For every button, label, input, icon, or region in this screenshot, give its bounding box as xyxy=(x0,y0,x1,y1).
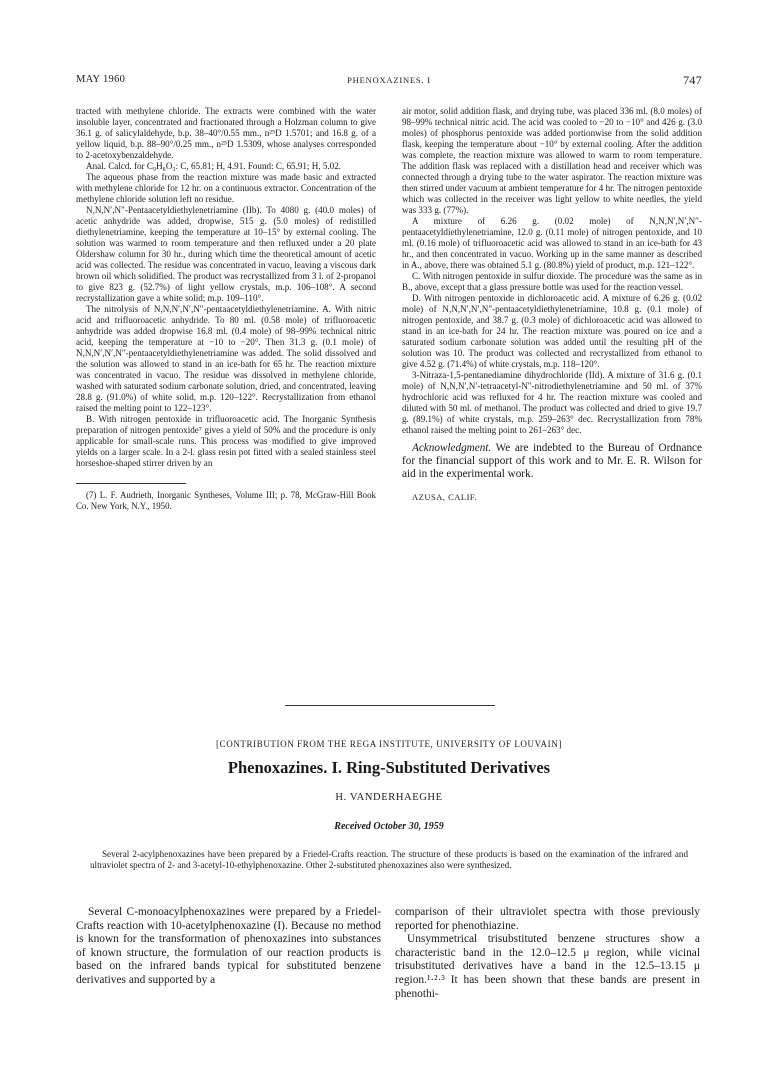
paragraph: The aqueous phase from the reaction mixture was made basic and extracted with methylene chloride for 12 hr. on a continuous extractor. Concentration of the methylene chloride solution left no residue. xyxy=(76,172,376,204)
location: AZUSA, CALIF. xyxy=(412,491,478,502)
received-date: Received October 30, 1959 xyxy=(334,821,444,832)
paragraph: tracted with methylene chloride. The extracts were combined with the water insoluble layer, concentrated and fractionated through a Holzman column to give 36.1 g. of salicylaldehyde, b.p. 38–40°/0.55 mm., n²⁵D 1.5701; and 16.8 g. of a yellow liquid, b.p. 88–90°/0.25 mm., n²⁵D 1.5309, whose analyses corresponded to 2-acetoxybenzaldehyde. xyxy=(76,106,376,160)
paragraph: Anal. Calcd. for C₉H₈O₃: C, 65.81; H, 4.91. Found: C, 65.91; H, 5.02. xyxy=(86,161,342,171)
left-column xyxy=(76,106,376,512)
paragraph: comparison of their ultraviolet spectra with those previously reported for phenothiazine. xyxy=(395,906,700,932)
paragraph: 3-Nitraza-1,5-pentanediamine dihydrochloride (IId). A mixture of 31.6 g. (0.1 mole) of N,N,N′,N′-tetraacetyl-N″-nitrodiethylenetriamine and 50 ml. of 37% hydrochloric acid was refluxed for 4 hr. The reaction mixture was cooled and diluted with 50 ml. of methanol. The product was collected and dried to give 19.7 g. (89.1%) of white crystals, m.p. 259–263° dec. Recrystallization from 78% ethanol raised the melting point to 261–263° dec. xyxy=(402,370,702,435)
paragraph: N,N,N′,N″-Pentaacetyldiethylenetriamine (IIb). To 4080 g. (40.0 moles) of acetic anhydride was added, dropwise, 515 g. (5.0 moles) of redistilled diethylenetriamine, keeping the temperature at 10–15° by external cooling. The solution was warmed to room temperature and then refluxed under a 20 plate Oldershaw column for 30 hr., during which time the theoretical amount of acetic acid was collected. The residue was concentrated in vacuo, leaving a viscous dark brown oil which solidified. The product was recrystallized from 3 l. of 2-propanol to give 823 g. (52.7%) of light yellow crystals, m.p. 106–108°. A second recrystallization gave a white solid; m.p. 109–110°. xyxy=(76,205,376,303)
abstract: Several 2-acylphenoxazines have been prepared by a Friedel-Crafts reaction. The structure of these products is based on the examination of the infrared and ultraviolet spectra of 2- and 3-acetyl-10-ethylphenoxazine. Other 2-substituted phenoxazines also were synthesized. xyxy=(90,849,688,871)
paragraph: D. With nitrogen pentoxide in dichloroacetic acid. A mixture of 6.26 g. (0.02 mole) of N,N,N′,N′,N″-pentaacetyldiethylenetriamine, 10.8 g. (0.1 mole) of nitrogen pentoxide, and 38.7 g. (0.3 mole) of dichloroacetic acid was allowed to stand in an ice-bath for 24 hr. The reaction mixture was poured on ice and a saturated sodium carbonate solution was added until the resulting pH of the solution was 10. The product was collected and recrystallized from ethanol to give 4.52 g. (71.4%) of white crystals, m.p. 118–120°. xyxy=(402,293,702,369)
header-date: MAY 1960 xyxy=(76,74,126,85)
page-number: 747 xyxy=(683,73,702,87)
paragraph: B. With nitrogen pentoxide in trifluoroacetic acid. The Inorganic Synthesis preparation of nitrogen pentoxide⁷ gives a yield of 50% and the procedure is only applicable for small-scale runs. This process was modified to give improved yields on a larger scale. In a 2-l. glass resin pot fitted with a sealed stainless steel horseshoe-shaped stirrer driven by an xyxy=(76,414,376,468)
paragraph: A mixture of 6.26 g. (0.02 mole) of N,N,N′,N′,N″-pentaacetyldiethylenetriamine, 12.0 g. (0.11 mole) of nitrogen pentoxide, and 10 ml. (0.16 mole) of trifluoroacetic acid was allowed to stand in an ice-bath for 43 hr., and then concentrated in vacuo. Working up in the same manner as described in A., above, there was obtained 5.1 g. (80.8%) yield of product, m.p. 121–122°. xyxy=(402,216,702,270)
section-divider xyxy=(285,705,495,706)
contribution-line: [CONTRIBUTION FROM THE REGA INSTITUTE, UNIVERSITY OF LOUVAIN] xyxy=(216,739,562,749)
paragraph: C. With nitrogen pentoxide in sulfur dioxide. The procedure was the same as in B., above, except that a glass pressure bottle was used for the reaction vessel. xyxy=(402,271,702,292)
acknowledgment xyxy=(402,442,702,482)
paragraph: The nitrolysis of N,N,N′,N′,N″-pentaacetyldiethylenetriamine. A. With nitric acid and trifluoroacetic anhydride. To 80 ml. (0.58 mole) of trifluoroacetic anhydride was added dropwise 16.8 ml. (0.4 mole) of 98–99% technical nitric acid, keeping the temperature at −10 to −20°. Then 31.3 g. (0.1 mole) of N,N,N′,N′,N″-pentaacetyldiethylenetriamine was added. The solid dissolved and the solution was allowed to stand in an ice-bath for 65 hr. The reaction mixture was concentrated in vacuo. The residue was dissolved in methylene chloride, washed with saturated sodium carbonate solution, dried, and concentrated, leaving 28.8 g. (91.0%) of white solid, m.p. 120–122°. Recrystallization from ethanol raised the melting point to 122–123°. xyxy=(76,304,377,413)
acknowledgment-text: We are indebted to the Bureau of Ordnance for the financial support of this work and to Mr. E. R. Wilson for aid in the experimental work. xyxy=(402,442,702,481)
author: H. VANDERHAEGHE xyxy=(335,792,443,803)
footnote: (7) L. F. Audrieth, Inorganic Syntheses, Volume III; p. 78, McGraw-Hill Book Co. New York, N.Y., 1950. xyxy=(76,490,376,511)
right-column xyxy=(402,106,702,503)
article-title: Phenoxazines. I. Ring-Substituted Derivatives xyxy=(227,758,551,777)
intro-right-column xyxy=(395,906,700,1001)
paragraph: Unsymmetrical trisubstituted benzene structures show a characteristic band in the 12.0–12.5 μ region, while vicinal trisubstituted derivatives have a band in the 12.5–13.15 μ region.¹·²·³ It has been shown that these bands are present in phenothi- xyxy=(395,933,700,1000)
paragraph: air motor, solid addition flask, and drying tube, was placed 336 ml. (8.0 moles) of 98–99% technical nitric acid. The acid was cooled to −20 to −10° and 426 g. (3.0 moles) of phosphorus pentoxide was added portionwise from the solid addition flask, keeping the temperature about −10° by external cooling. After the addition was complete, the reaction mixture was allowed to warm to room temperature. The addition flask was replaced with a distillation head and receiver which was connected through a drying tube to the water aspirator. The reaction mixture was then stirred under vacuum at ambient temperature for 4 hr. The nitrogen pentoxide which was collected in the receiver was light yellow to white needles, the yield was 333 g. (77%). xyxy=(402,106,702,215)
footnote-rule xyxy=(76,483,186,484)
running-header xyxy=(76,74,702,90)
intro-left-column xyxy=(76,906,381,988)
paragraph: Several C-monoacylphenoxazines were prepared by a Friedel-Crafts reaction with 10-acetylphenoxazine (I). Because no method is known for the transformation of phenoxazines into substances of known structure, the formulation of our reaction products is based on the infrared bands typical for substituted benzene derivatives and supported by a xyxy=(76,906,381,986)
header-section: PHENOXAZINES. I xyxy=(347,75,431,85)
acknowledgment-title: Acknowledgment. xyxy=(412,442,492,454)
